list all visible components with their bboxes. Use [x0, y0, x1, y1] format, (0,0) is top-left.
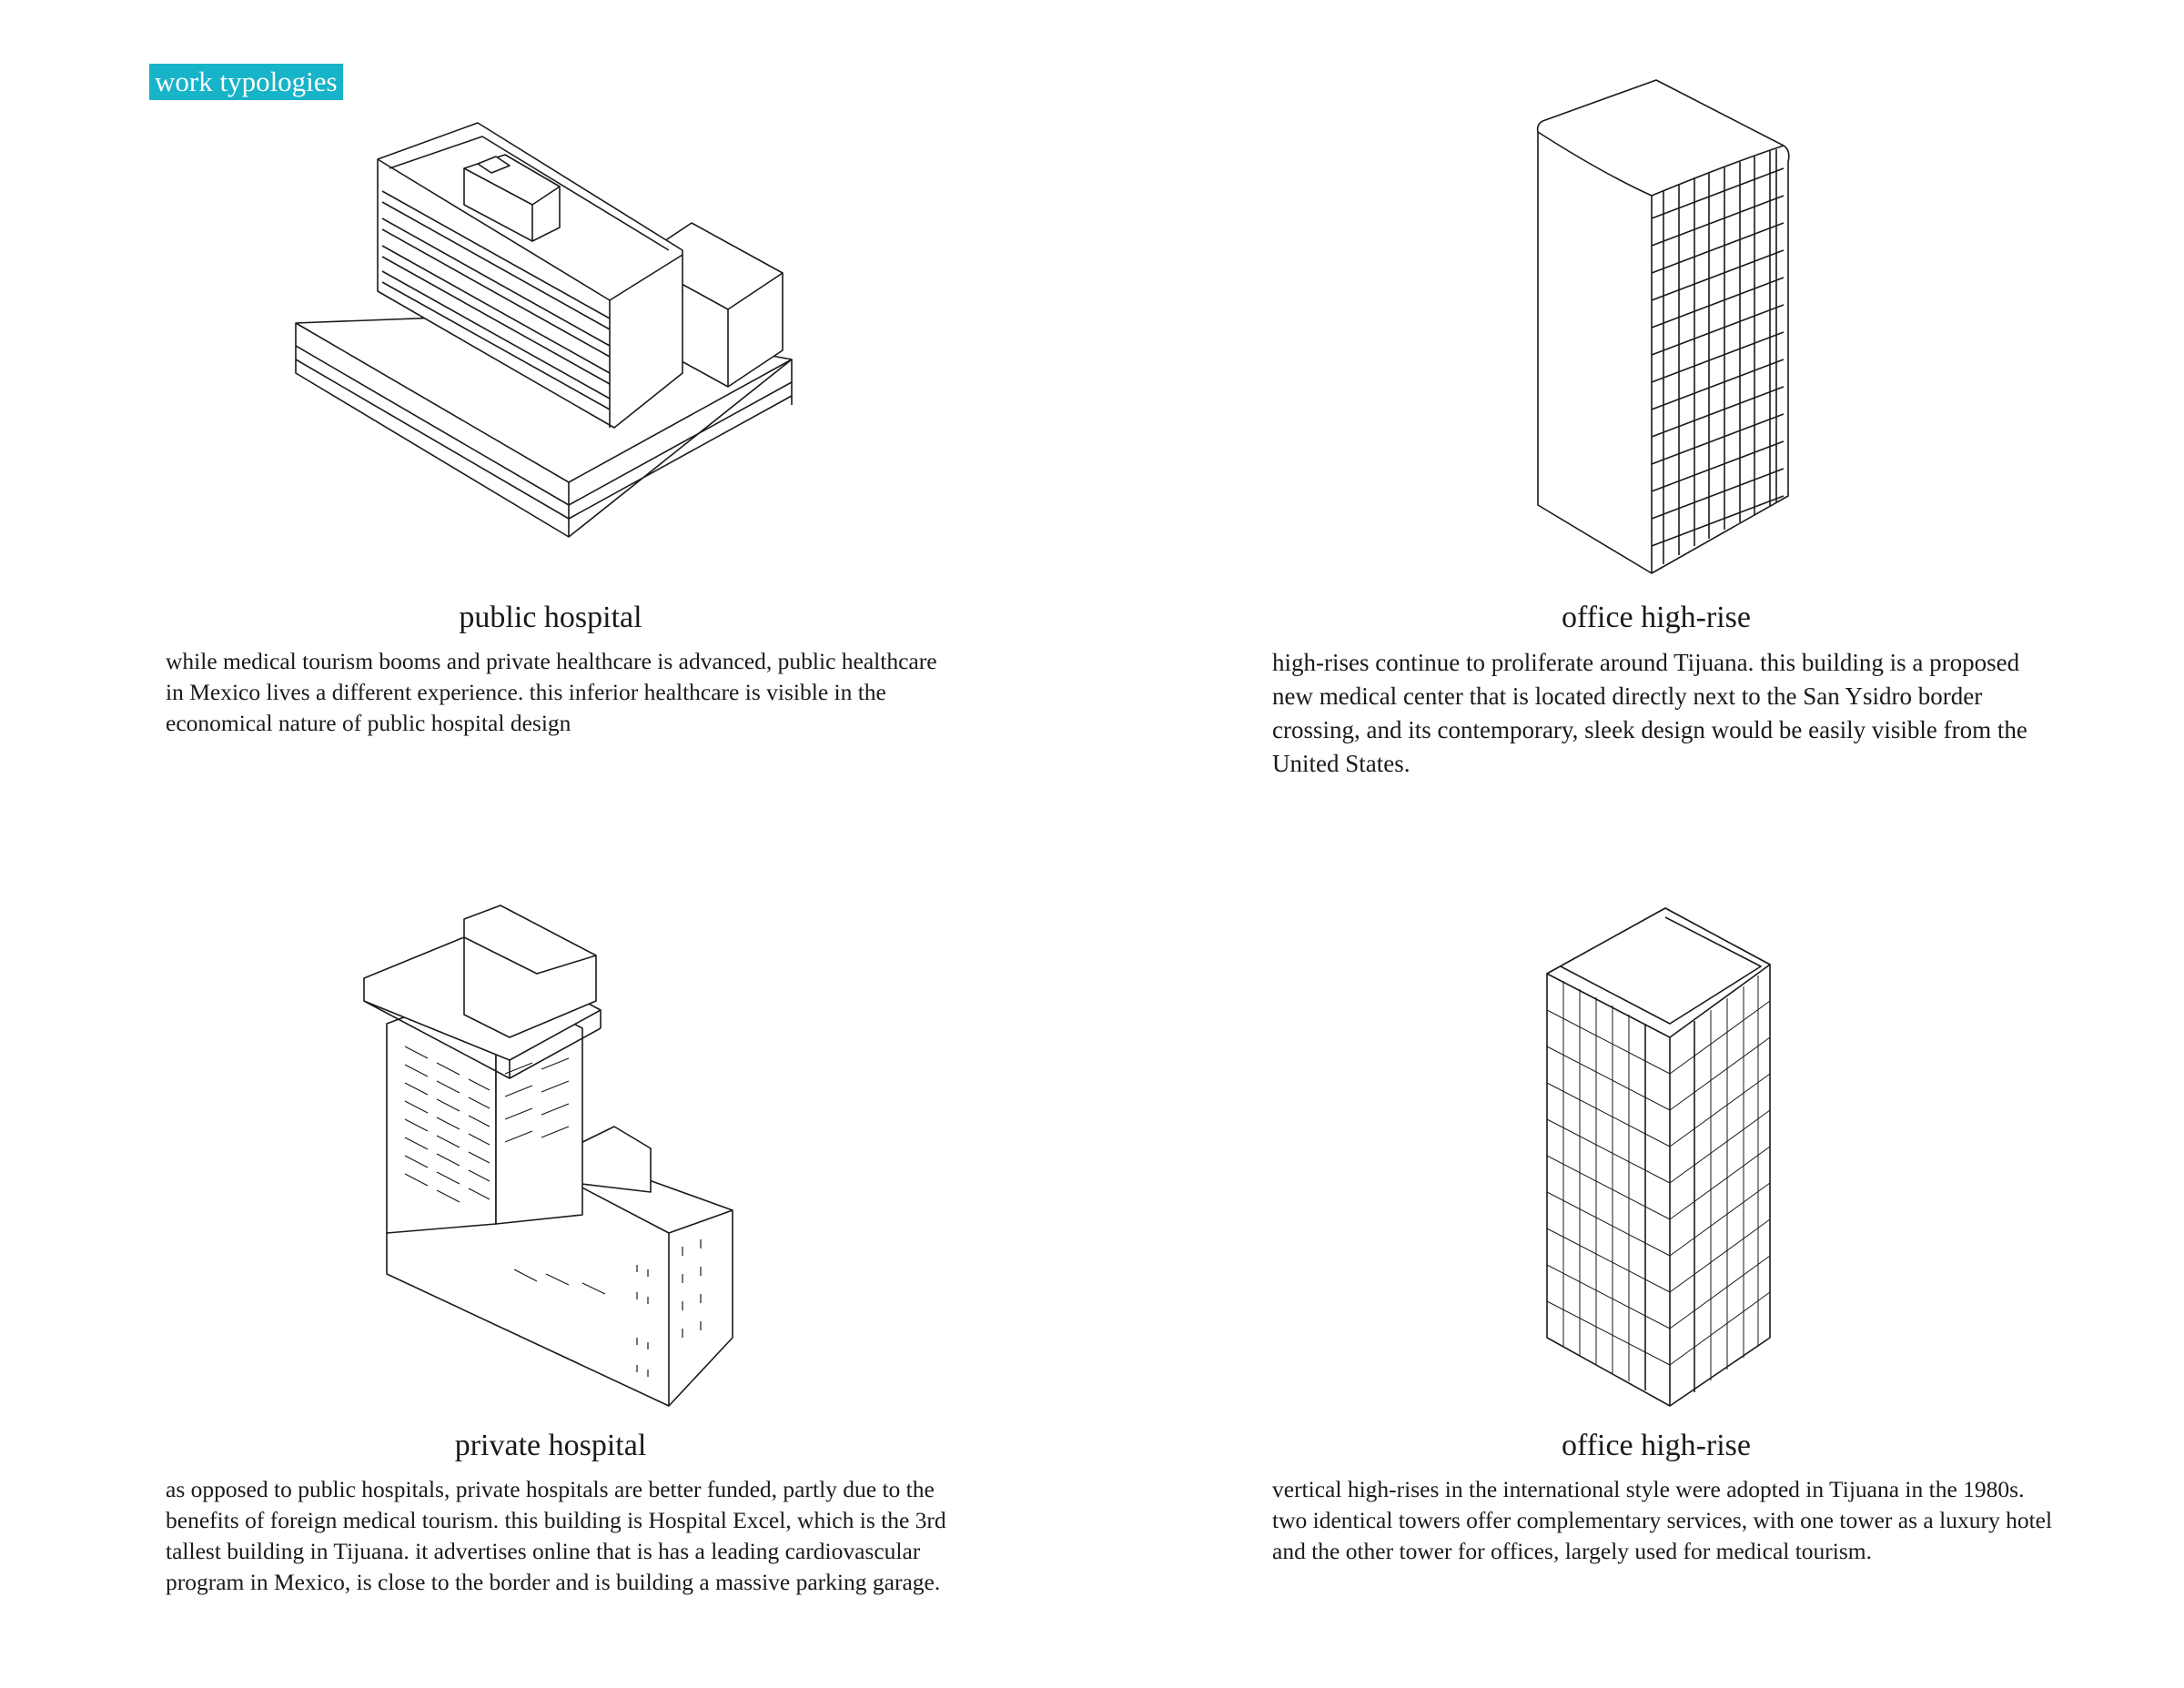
medical-center-tower-drawing: [1520, 77, 1802, 582]
typology-description-office-high-rise-2: vertical high-rises in the international style were adopted in Tijuana in the 1980s. two identical towers offer complementary services, with one tower as a luxury hotel and the other tower for offices, largely used for medical tourism.: [1272, 1476, 2053, 1564]
typology-description-public-hospital: while medical tourism booms and private healthcare is advanced, public healthcare in Mexico lives a different experience. this inferior healthcare is visible in the economical nature of public hospital design: [166, 648, 937, 736]
international-style-tower-svg: [1529, 901, 1784, 1415]
typology-description-office-high-rise-1: high-rises continue to proliferate around Tijuana. this building is a proposed new medical center that is located directly next to the San Ysidro border crossing, and its contemporary, sleek design would be easily visible from the United States.: [1272, 649, 2027, 777]
public-hospital-drawing: [282, 118, 810, 546]
section-label: work typologies: [149, 64, 343, 100]
international-style-tower-drawing: [1529, 901, 1784, 1415]
private-hospital-drawing: [359, 901, 742, 1410]
typology-title-private-hospital: private hospital: [454, 1429, 647, 1462]
typology-title-public-hospital: public hospital: [459, 601, 642, 634]
typology-description-private-hospital: as opposed to public hospitals, private hospitals are better funded, partly due to the benefits of foreign medical tourism. this building is Hospital Excel, which is the 3rd tallest building in Tijuana. it advertises online that is has a leading cardiovascular program in Mexico, is close to the border and is building a massive parking garage.: [166, 1476, 946, 1595]
typology-title-office-high-rise-1: office high-rise: [1561, 601, 1752, 634]
typology-title-office-high-rise-2: office high-rise: [1561, 1429, 1752, 1462]
private-hospital-svg: [359, 901, 742, 1410]
public-hospital-svg: [282, 118, 810, 546]
medical-center-tower-svg: [1520, 77, 1802, 582]
